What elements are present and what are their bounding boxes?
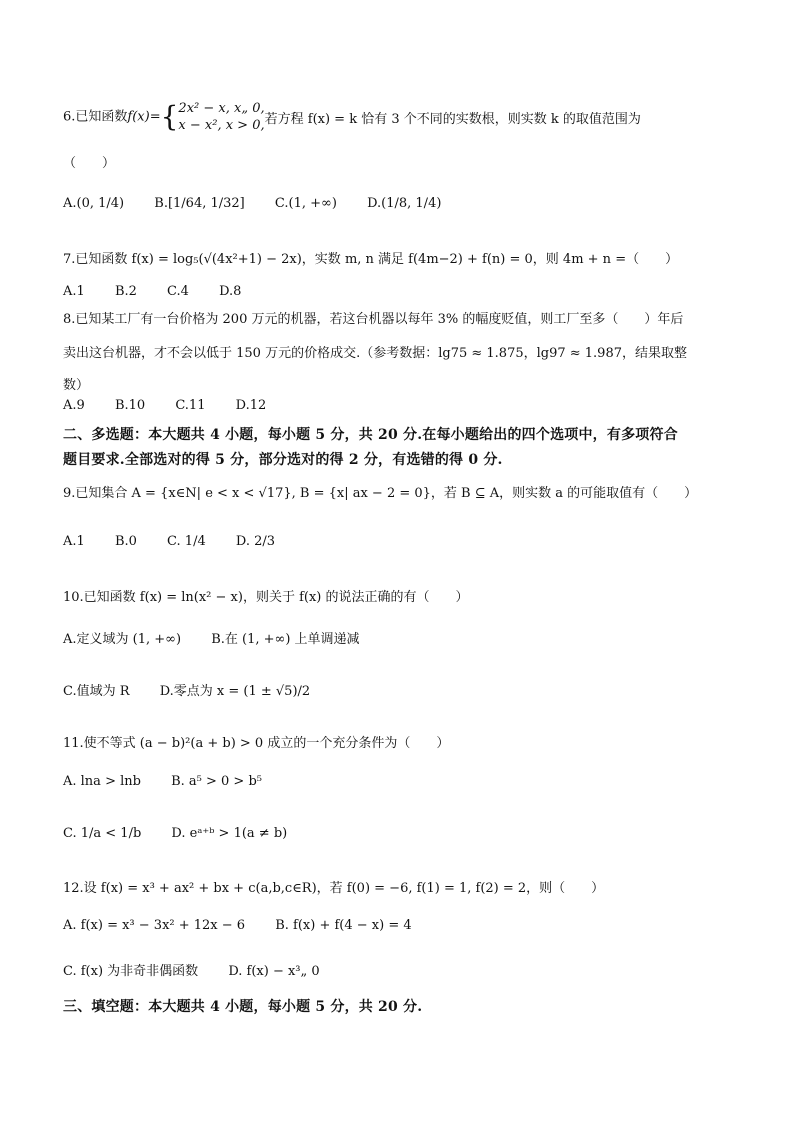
q9-option-d: D. 2/3 [235, 534, 276, 549]
q12-option-a: A. f(x) = x³ − 3x² + 12x − 6 [63, 918, 246, 933]
q6-case1: 2x² − x, x„ 0, [178, 101, 265, 116]
q8-options [63, 398, 266, 413]
q8-option-b: B.10 [114, 398, 146, 413]
q6-options [63, 196, 441, 211]
q12-options-row2 [63, 960, 320, 979]
q8-line3: 数） [63, 378, 90, 393]
q10-stem: 10.已知函数 f(x) = ln(x² − x)，则关于 f(x) 的说法正确的有（ ） [63, 590, 469, 605]
q9-option-c: C. 1/4 [167, 534, 206, 549]
q7-option-b: B.2 [114, 284, 137, 299]
q6-paren: （ ） [63, 156, 116, 171]
section3-title: 三、填空题：本大题共 4 小题，每小题 5 分，共 20 分. [63, 999, 423, 1015]
q8-option-a: A.9 [63, 398, 85, 413]
q7-option-c: C.4 [167, 284, 189, 299]
q10-option-b: B.在 (1, +∞) 上单调递减 [211, 632, 360, 647]
q6-cases: { [160, 100, 179, 133]
q9-options [63, 534, 275, 549]
q6-option-a: A.(0, 1/4) [63, 196, 125, 211]
q8-line1: 8.已知某工厂有一台价格为 200 万元的机器，若这台机器以每年 3% 的幅度贬值，则工厂至多（ ）年后 [63, 312, 684, 327]
q10-options-row1 [63, 628, 360, 647]
q12-option-c: C. f(x) 为非奇非偶函数 [63, 964, 199, 979]
q6-option-d: D.(1/8, 1/4) [367, 196, 442, 211]
q6-func: f(x)= [127, 109, 161, 125]
q7-options [63, 284, 241, 299]
q10-option-a: A.定义域为 (1, +∞) [63, 632, 182, 647]
q9-option-a: A.1 [63, 534, 85, 549]
q6-case2: x − x², x > 0, [178, 118, 265, 133]
q11-option-b: B. a⁵ > 0 > b⁵ [171, 774, 262, 789]
q7-option-a: A.1 [63, 284, 85, 299]
q7-option-d: D.8 [219, 284, 242, 299]
q11-option-a: A. lna > lnb [63, 774, 141, 789]
q6-prefix: 6.已知函数 [63, 109, 128, 125]
q11-option-c: C. 1/a < 1/b [63, 826, 142, 841]
q6-text: 若方程 f(x) = k 恰有 3 个不同的实数根，则实数 k 的取值范围为 [264, 111, 641, 127]
q8-option-d: D.12 [235, 398, 267, 413]
q7-stem: 7.已知函数 f(x) = log₅(√(4x²+1) − 2x)，实数 m, n 满足 f(4m−2) + f(n) = 0，则 4m + n =（ ） [63, 252, 679, 267]
q12-options-row1 [63, 918, 412, 933]
q10-options-row2 [63, 680, 310, 699]
q11-options-row1 [63, 774, 262, 789]
q12-stem: 12.设 f(x) = x³ + ax² + bx + c(a,b,c∈R)，若 f(0) = −6, f(1) = 1, f(2) = 2，则（ ） [63, 881, 605, 896]
q9-stem: 9.已知集合 A = {x∈N| e < x < √17}, B = {x| ax − 2 = 0}，若 B ⊆ A，则实数 a 的可能取值有（ ） [63, 486, 698, 501]
q10-option-c: C.值域为 R [63, 684, 130, 699]
q11-option-d: D. eᵃ⁺ᵇ > 1(a ≠ b) [171, 826, 288, 841]
section2-line2: 题目要求.全部选对的得 5 分，部分选对的得 2 分，有选错的得 0 分. [63, 452, 503, 468]
q12-option-d: D. f(x) − x³„ 0 [228, 964, 320, 979]
q6-stem [63, 100, 641, 134]
q12-option-b: B. f(x) + f(4 − x) = 4 [275, 918, 412, 933]
q11-stem: 11.使不等式 (a − b)²(a + b) > 0 成立的一个充分条件为（ ） [63, 736, 450, 751]
q8-line2: 卖出这台机器，才不会以低于 150 万元的价格成交.（参考数据：lg75 ≈ 1.875，lg97 ≈ 1.987，结果取整 [63, 346, 688, 361]
q6-case-block [178, 100, 264, 134]
q11-options-row2 [63, 826, 287, 841]
section2-line1: 二、多选题：本大题共 4 小题，每小题 5 分，共 20 分.在每小题给出的四个选项中，有多项符合 [63, 427, 678, 443]
q8-option-c: C.11 [175, 398, 206, 413]
q6-option-b: B.[1/64, 1/32] [154, 196, 245, 211]
q10-option-d: D.零点为 x = (1 ± √5)/2 [159, 684, 311, 699]
q6-option-c: C.(1, +∞) [274, 196, 337, 211]
q9-option-b: B.0 [114, 534, 137, 549]
